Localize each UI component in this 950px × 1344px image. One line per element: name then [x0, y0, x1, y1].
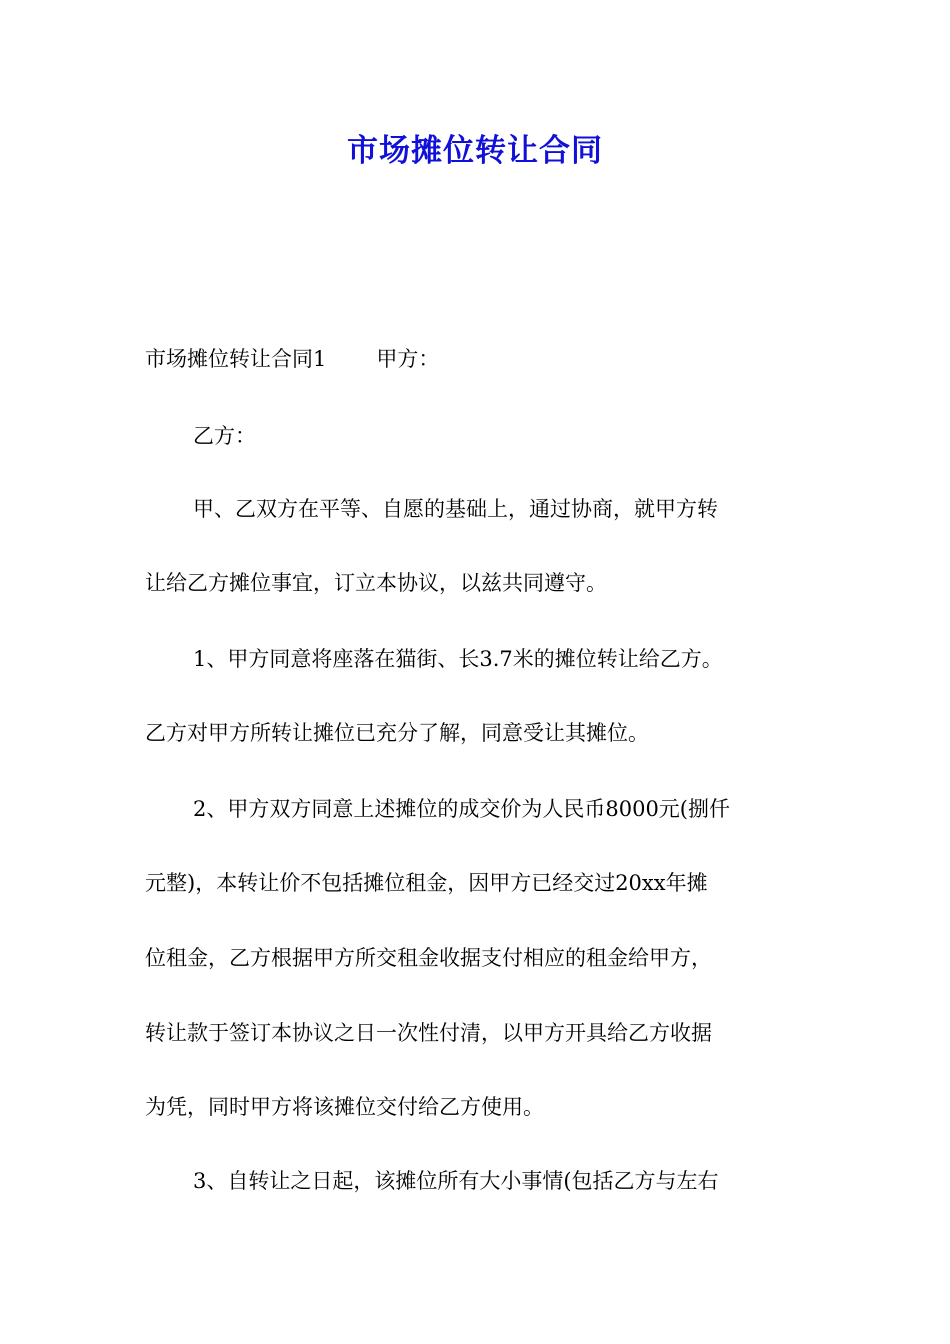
- heading-line: [145, 345, 439, 373]
- paragraph-line: 让给乙方摊位事宜，订立本协议，以兹共同遵守。: [145, 571, 607, 595]
- contract-heading: 市场摊位转让合同1: [145, 347, 327, 371]
- document-title: 市场摊位转让合同: [347, 133, 603, 169]
- paragraph-line: 位租金，乙方根据甲方所交租金收据支付相应的租金给甲方，: [145, 946, 712, 970]
- paragraph-line: 元整)，本转让价不包括摊位租金，因甲方已经交过20xx年摊: [145, 871, 708, 895]
- paragraph-line: 3、自转让之日起，该摊位所有大小事情(包括乙方与左右: [193, 1169, 719, 1193]
- paragraph-line: 1、甲方同意将座落在猫街、长3.7米的摊位转让给乙方。: [193, 647, 723, 671]
- party-a-label: 甲方：: [376, 347, 440, 371]
- paragraph-line: 转让款于签订本协议之日一次性付清，以甲方开具给乙方收据: [145, 1021, 712, 1045]
- paragraph-line: 为凭，同时甲方将该摊位交付给乙方使用。: [145, 1095, 544, 1119]
- paragraph-line: 乙方对甲方所转让摊位已充分了解，同意受让其摊位。: [145, 721, 649, 745]
- party-b-label: 乙方：: [193, 424, 256, 448]
- paragraph-line: 2、甲方双方同意上述摊位的成交价为人民币8000元(捌仟: [193, 797, 730, 821]
- paragraph-line: 甲、乙双方在平等、自愿的基础上，通过协商，就甲方转: [193, 497, 718, 521]
